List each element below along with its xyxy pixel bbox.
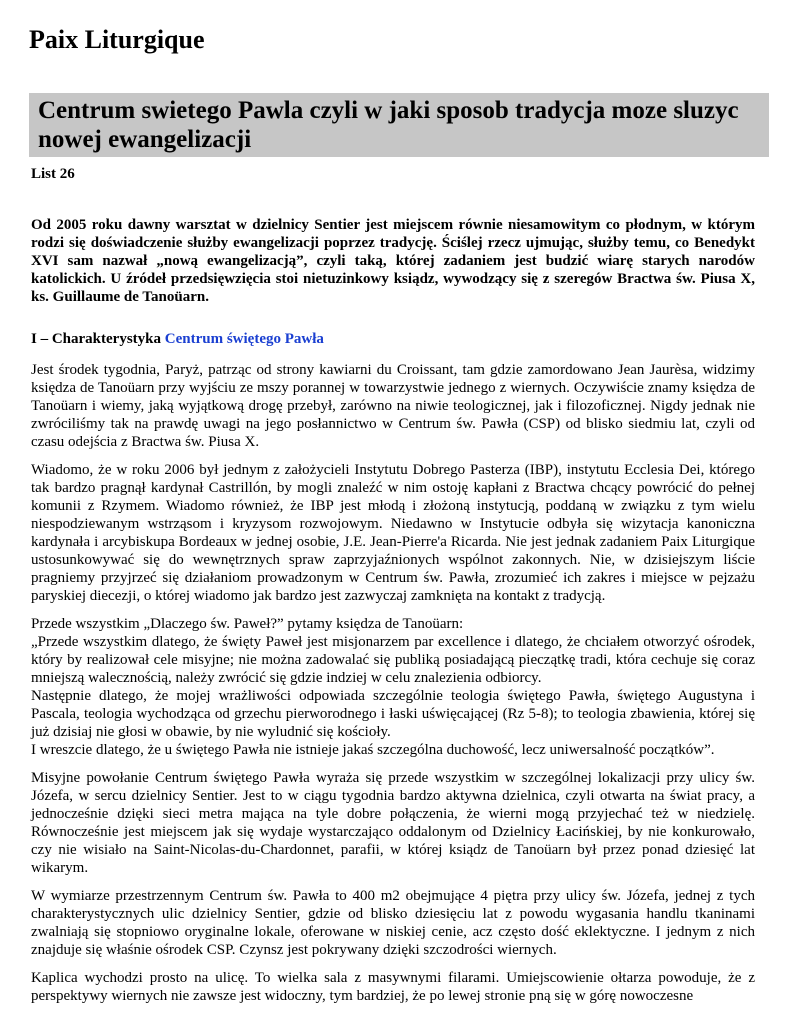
body-paragraph: Misyjne powołanie Centrum świętego Pawła wyraża się przede wszystkim w szczególnej lokalizacji przy ulicy św. Józefa, w sercu dzielnicy Sentier. Jest to w ciągu tygodnia bardzo aktywna dzielnica, czyli otwarta na świat pracy, a jednocześnie dzięki sieci metra mająca na tyle dobre połączenia, że wierni mogą przyjechać też w niedzielę. Równocześnie jest miejscem jak się wydaje wystarczająco oddalonym od Dzielnicy Łacińskiej, by nie konkurowało, czy nie wisiało na Saint-Nicolas-du-Chardonnet, parafii, w której ksiądz de Tanoüarn był przez ponad dziesięć lat wikarym. xyxy=(31,770,755,876)
article-title-box xyxy=(29,93,769,157)
site-title: Paix Liturgique xyxy=(29,25,205,54)
section-heading-link[interactable]: Centrum świętego Pawła xyxy=(164,331,324,347)
body-paragraph: Przede wszystkim „Dlaczego św. Paweł?” pytamy księdza de Tanoüarn: „Przede wszystkim dlatego, że święty Paweł jest misjonarzem par excellence i dlatego, że chciałem otworzyć ośrodek, który by realizował cele misyjne; nie można zadowalać się publiką posiadającą pieczątkę tradi, która cechuje się coraz mniejszą walecznością, należy zwrócić się gdzie indziej w celu znalezienia odbiorcy. Następnie dlatego, że mojej wrażliwości odpowiada szczególnie teologia świętego Pawła, świętego Augustyna i Pascala, teologia wychodząca od grzechu pierworodnego i łaski uświęcającej (Rz 5-8); to teologia zbawienia, której się już dzisiaj nie głosi w obawie, by nie wyludnić się kościoły. I wreszcie dlatego, że u świętego Pawła nie istnieje jakaś szczególna duchowość, lecz uniwersalność początków”. xyxy=(31,616,755,758)
article-body xyxy=(31,361,755,1015)
list-number: List 26 xyxy=(31,166,75,182)
body-paragraph: Kaplica wychodzi prosto na ulicę. To wielka sala z masywnymi filarami. Umiejscowienie ołtarza powoduje, że z perspektywy wiernych nie zawsze jest widoczny, tym bardziej, że po lewej stronie pną się w górę nowoczesne xyxy=(31,970,755,1004)
article-title: Centrum swietego Pawla czyli w jaki sposob tradycja moze sluzyc nowej ewangelizacji xyxy=(38,97,739,153)
section-heading-prefix: I – Charakterystyka xyxy=(31,331,165,347)
body-paragraph: Jest środek tygodnia, Paryż, patrząc od strony kawiarni du Croissant, tam gdzie zamordowano Jean Jaurèsa, widzimy księdza de Tanoüarn przy wyjściu ze mszy porannej w towarzystwie jednego z wiernych. Oczywiście znamy księdza de Tanoüarn i wiemy, jaką wyjątkową drogę przebył, zarówno na niwie teologicznej, jak i filozoficznej. Nigdy jednak nie zwróciliśmy tak na prawdę uwagi na jego posłannictwo w Centrum św. Pawła (CSP) od blisko siedmiu lat, czyli od czasu odejścia z Bractwa św. Piusa X. xyxy=(31,362,755,450)
body-paragraph: Wiadomo, że w roku 2006 był jednym z założycieli Instytutu Dobrego Pasterza (IBP), instytutu Ecclesia Dei, którego tak bardzo pragnął kardynał Castrillón, by mogli znaleźć w nim ostoję kapłani z Bractwa chcący powrócić do pełnej komunii z Rzymem. Wiadomo również, że IBP jest młodą i złożoną instytucją, poddaną w związku z tym wielu niespodziewanym wstrząsom i kryzysom rozwojowym. Niedawno w Instytucie odbyła się wizytacja kanoniczna kardynała i arcybiskupa Bordeaux w jednej osobie, J.E. Jean-Pierre'a Ricarda. Nie jest jednak zadaniem Paix Liturgique ustosunkowywać się do wewnętrznych spraw zaprzyjaźnionych wspólnot zakonnych. Nie, w dzisiejszym liście pragniemy przyjrzeć się działaniom prowadzonym w Centrum św. Pawła, zrozumieć ich zakres i miejsce w pejzażu paryskiej diecezji, o której wiadomo jak bardzo jest zazwyczaj zamknięta na kontakt z tradycją. xyxy=(31,462,755,604)
body-paragraph: W wymiarze przestrzennym Centrum św. Pawła to 400 m2 obejmujące 4 piętra przy ulicy św. Józefa, jednej z tych charakterystycznych ulic dzielnicy Sentier, gdzie od blisko dziesięciu lat z powodu wygasania handlu tkaninami zwalniają się stopniowo oryginalne lokale, oferowane w niskiej cenie, acz często dość eklektyczne. I jednym z nich znajduje się właśnie ośrodek CSP. Czynsz jest pokrywany dzięki szczodrości wiernych. xyxy=(31,888,755,958)
intro-paragraph: Od 2005 roku dawny warsztat w dzielnicy Sentier jest miejscem równie niesamowitym co płodnym, w którym rodzi się doświadczenie służby ewangelizacji poprzez tradycję. Ściślej rzecz ujmując, służby temu, co Benedykt XVI sam nazwał „nową ewangelizacją”, czyli taką, której zadaniem jest budzić wiarę starych narodów katolickich. U źródeł przedsięwzięcia stoi nietuzinkowy ksiądz, wywodzący się z szeregów Bractwa św. Piusa X, ks. Guillaume de Tanoüarn. xyxy=(31,217,755,305)
section-heading xyxy=(31,330,324,348)
